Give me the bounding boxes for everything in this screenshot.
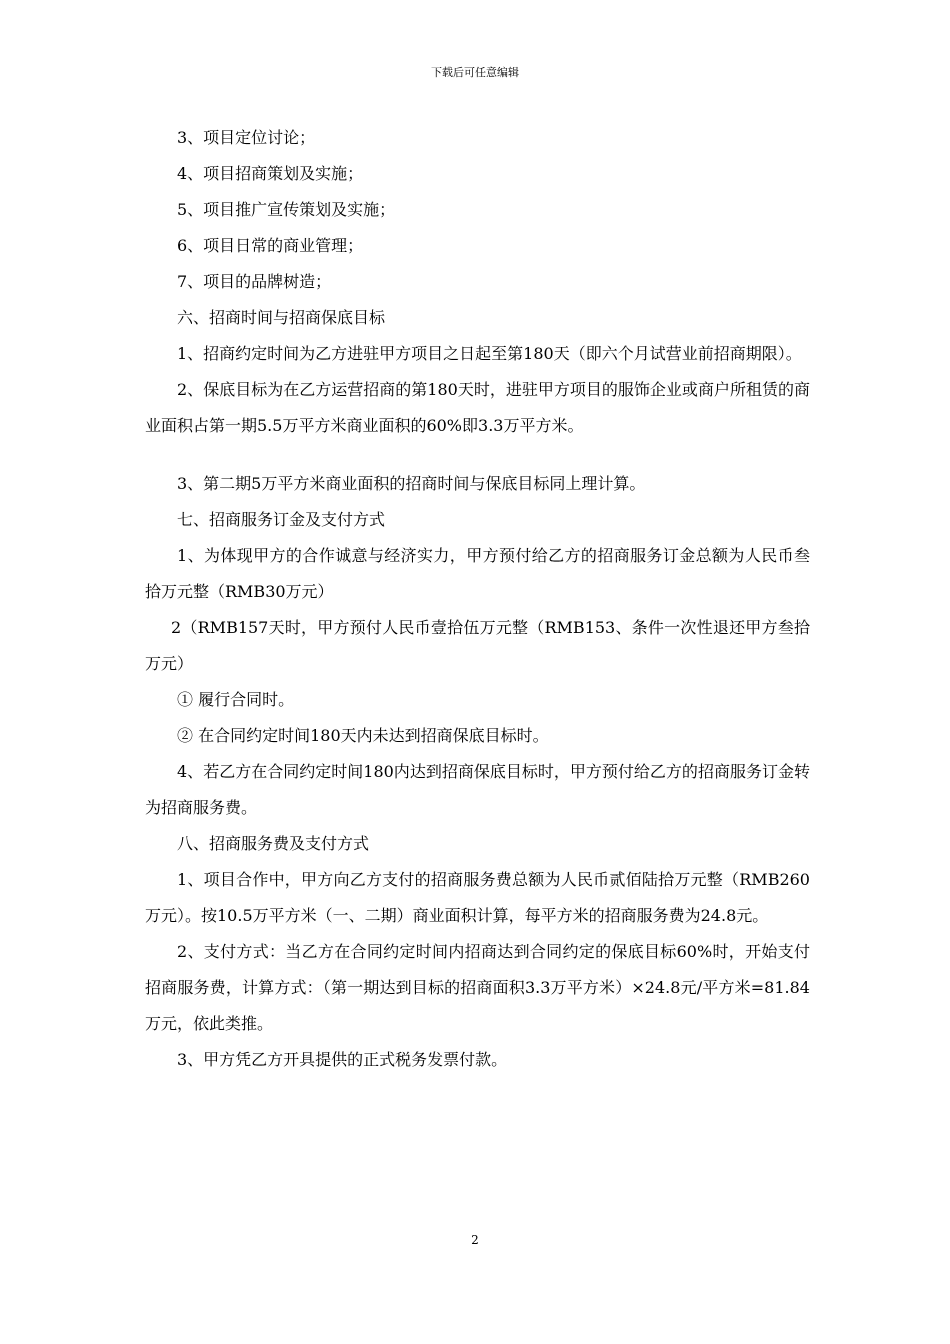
page-number: 2 [471, 1233, 479, 1247]
list-item: ① 履行合同时。 [177, 690, 295, 709]
page-header: 下载后可任意编辑 [431, 66, 519, 79]
paragraph: 3、第二期5万平方米商业面积的招商时间与保底目标同上理计算。 [177, 474, 646, 493]
paragraph: 2、支付方式：当乙方在合同约定时间内招商达到合同约定的保底目标60%时，开始支付招商服务费，计算方式：（第一期达到目标的招商面积3.3万平方米）×24.8元/平方米=81.84万元，依此类推。 [145, 942, 810, 1033]
paragraph: 3、甲方凭乙方开具提供的正式税务发票付款。 [177, 1050, 508, 1069]
paragraph: 2、保底目标为在乙方运营招商的第180天时，进驻甲方项目的服饰企业或商户所租赁的商业面积占第一期5.5万平方米商业面积的60%即3.3万平方米。 [145, 380, 810, 435]
paragraph: 1、项目合作中，甲方向乙方支付的招商服务费总额为人民币贰佰陆拾万元整（RMB260万元）。按10.5万平方米（一、二期）商业面积计算，每平方米的招商服务费为24.8元。 [145, 870, 810, 925]
spacer [145, 444, 810, 466]
paragraph: 4、若乙方在合同约定时间180内达到招商保底目标时，甲方预付给乙方的招商服务订金转为招商服务费。 [145, 762, 810, 817]
document-body [145, 120, 810, 1078]
list-item: 6、项目日常的商业管理； [177, 236, 364, 255]
paragraph: 1、招商约定时间为乙方进驻甲方项目之日起至第180天（即六个月试营业前招商期限）。 [177, 344, 802, 363]
section-heading: 六、招商时间与招商保底目标 [177, 308, 386, 327]
list-item: 3、项目定位讨论； [177, 128, 316, 147]
list-item: ② 在合同约定时间180天内未达到招商保底目标时。 [177, 726, 549, 745]
list-item: 7、项目的品牌树造； [177, 272, 332, 291]
paragraph: 1、为体现甲方的合作诚意与经济实力，甲方预付给乙方的招商服务订金总额为人民币叁拾万元整（RMB30万元） [145, 546, 810, 601]
section-heading: 八、招商服务费及支付方式 [177, 834, 370, 853]
list-item: 4、项目招商策划及实施； [177, 164, 364, 183]
section-heading: 七、招商服务订金及支付方式 [177, 510, 386, 529]
list-item: 5、项目推广宣传策划及实施； [177, 200, 396, 219]
paragraph: 2（RMB157天时，甲方预付人民币壹拾伍万元整（RMB153、条件一次性退还甲方叁拾万元） [145, 618, 810, 673]
